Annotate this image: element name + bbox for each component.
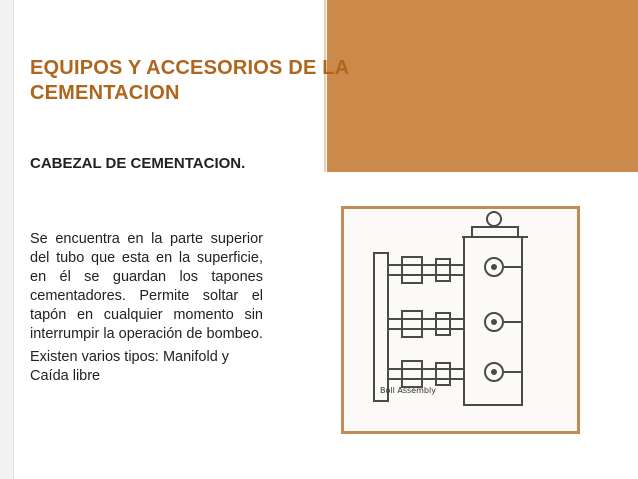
cementing-head-drawing [344,209,577,431]
paragraph-types: Existen varios tipos: Manifold y Caída libre [30,349,230,384]
body-text [30,230,263,390]
diagram-caption: Boll Assembly [380,386,436,395]
manifold-pipe [374,253,388,401]
top-cap [472,227,518,237]
slide-title: EQUIPOS Y ACCESORIOS DE LA CEMENTACION [30,57,349,104]
cementing-head-diagram [341,206,580,434]
slide-subtitle: CABEZAL DE CEMENTACION. [30,155,246,172]
left-band [0,0,13,479]
top-gauge [487,212,501,226]
left-band-divider [13,0,14,479]
paragraph-description: Se encuentra en la parte superior del tubo que esta en la superficie, en él se guardan los tapones cementadores. Permite soltar el tapón en cualquier momento sin interrumpir la operación de bombeo. [30,231,263,342]
